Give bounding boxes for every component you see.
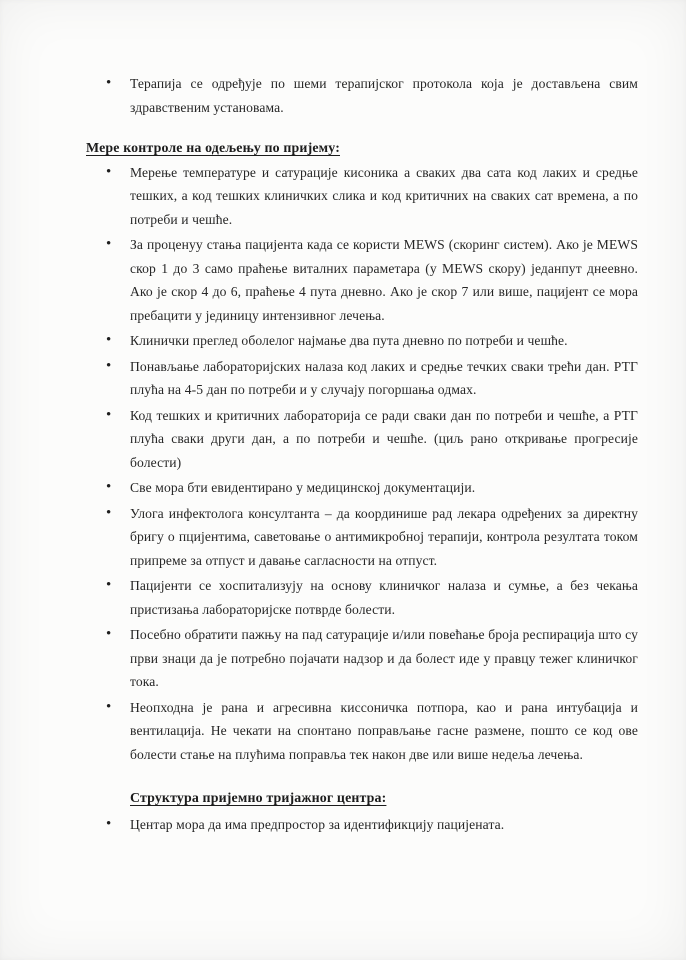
bullet-text: Код тешких и критичних лабораторија се ради сваки дан по потреби и чешће, а РТГ плућа сваки други дан, а по потреби и чешће. (циљ рано откривање прогресије болести) <box>130 407 638 470</box>
list-item <box>86 476 638 500</box>
section-heading: Мере контроле на одељењу по пријему: <box>86 141 340 156</box>
bullet-text: За проценуу стања пацијента када се користи MEWS (скоринг систем). Ако је MEWS скор 1 до 3 само праћење виталних параметара (у MEWS скору) једанпут днеевно. Ако је скор 4 до 6, праћење 4 пута дневно. Ако је скор 7 или више, пацијент се мора пребацити у јединицу интензивног лечења. <box>130 237 638 323</box>
list-item <box>86 161 638 232</box>
bullet-list <box>86 161 638 767</box>
list-item <box>86 233 638 327</box>
bullet-text: Клинички преглед оболелог најмање два пута дневно по потреби и чешће. <box>130 333 568 348</box>
list-item <box>86 355 638 402</box>
section-triage-center-structure <box>86 787 638 836</box>
bullet-text: Терапија се одређује по шеми терапијског протокола која је достављена свим здравственим установама. <box>130 76 638 115</box>
bullet-text: Посебно обратити пажњу на пад сатурације и/или повећање броја респирација што су први знаци да је потребно појачати надзор и да болест иде у правцу тежег клиничког тока. <box>130 627 638 689</box>
bullet-text: Неопходна је рана и агресивна киссоничка потпора, као и рана интубација и вентилација. Не чекати на спонтано поправљање гасне размене, пошто се код ове болести стање на плућима поправља тек након две или више недеља лечења. <box>130 699 638 762</box>
bullet-text: Улога инфектолога консултанта – да координише рад лекара одређених за директну бригу о пцијентима, саветовање о антимикробној терапији, контрола резултата током припреме за отпуст и давање сагласности на отпуст. <box>130 505 638 568</box>
lead-bullet-list <box>86 72 638 119</box>
bullet-text: Пацијенти се хоспитализују на основу клиничког налаза и сумње, а без чекања пристизања лабораторијске потврде болести. <box>130 578 638 617</box>
list-item <box>86 329 638 353</box>
section-heading: Структура пријемно тријажног центра: <box>130 791 387 806</box>
bullet-text: Све мора бти евидентирано у медицинској документацији. <box>130 480 476 495</box>
list-item <box>86 696 638 767</box>
list-item <box>86 502 638 573</box>
section-control-measures <box>86 137 638 766</box>
list-item <box>86 813 638 837</box>
list-item <box>86 72 638 119</box>
bullet-text: Центар мора да има предпростор за идентификцију пацијената. <box>130 816 505 832</box>
list-item <box>86 623 638 694</box>
list-item <box>86 574 638 621</box>
bullet-text: Мерење температуре и сатурације кисоника а сваких два сата код лаких и средње тешких, а код тешких клиничких слика и код критичних на сваких сат времена, а по потреби и чешће. <box>130 164 638 227</box>
bullet-list <box>86 813 638 837</box>
list-item <box>86 404 638 475</box>
bullet-text: Понављање лабораторијских налаза код лаких и средње течких сваки трећи дан. РТГ плућа на 4-5 дан по потреби и у случају погоршања одмах. <box>130 358 638 397</box>
